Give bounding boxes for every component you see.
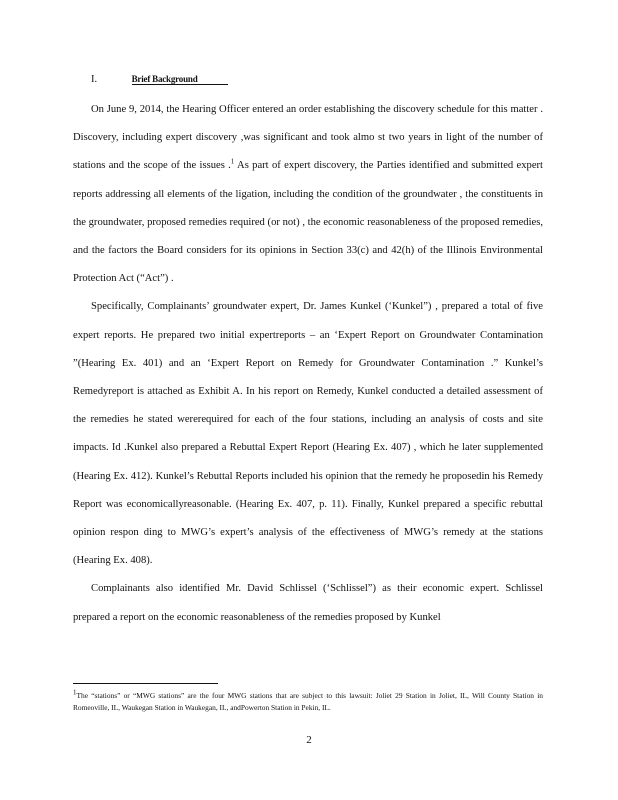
page-number: 2 (306, 734, 312, 746)
section-title: Brief Background (132, 74, 228, 85)
section-number: I. (91, 74, 98, 85)
paragraph-discovery-text: On June 9, 2014, the Hearing Officer entered an order establishing the discovery schedule for this matter . Discovery, including expert discovery ,was significant and took almo st two years in light of the number of stations and the scope of the issues . (73, 104, 543, 172)
footnote-marker: 1 (73, 688, 77, 697)
footnote-divider (73, 683, 218, 684)
paragraph-discovery (73, 96, 543, 293)
body-text (73, 96, 543, 632)
section-heading (91, 74, 228, 85)
footnote (73, 690, 543, 714)
footnote-ref: 1 (230, 157, 235, 166)
footnote-text: The “stations” or “MWG stations” are the four MWG stations that are subject to this lawsuit: Joliet 29 Station in Joliet, IL, Will County Station in Romeoville, IL, Waukegan Station in Waukegan, IL, andPowerton Station in Pekin, IL. (73, 691, 543, 712)
paragraph-discovery-continued: As part of expert discovery, the Parties identified and submitted expert reports addressing all elements of the ligation, including the condition of the groundwater , the constituents in the groundwater, proposed remedies required (or not) , the economic reasonableness of the proposed remedies, and the factors the Board considers for its opinions in Section 33(c) and 42(h) of the Illinois Environmental Protection Act (“Act”) . (73, 160, 543, 285)
paragraph-kunkel: Specifically, Complainants’ groundwater expert, Dr. James Kunkel (‘Kunkel”) , prepared a total of five expert reports. He prepared two initial expertreports – an ‘Expert Report on Groundwater Contamination ”(Hearing Ex. 401) and an ‘Expert Report on Remedy for Groundwater Contamination .” Kunkel’s Remedyreport is attached as Exhibit A. In his report on Remedy, Kunkel conducted a detailed assessment of the remedies he stated wererequired for each of the four stations, including an analysis of costs and site impacts. Id .Kunkel also prepared a Rebuttal Expert Report (Hearing Ex. 407) , which he later supplemented (Hearing Ex. 412). Kunkel’s Rebuttal Reports included his opinion that the remedy he proposedin his Remedy Report was economicallyreasonable. (Hearing Ex. 407, p. 11). Finally, Kunkel prepared a specific rebuttal opinion respon ding to MWG’s expert’s analysis of the effectiveness of MWG’s remedy at the stations (Hearing Ex. 408). (73, 301, 543, 567)
paragraph-schlissel: Complainants also identified Mr. David Schlissel (‘Schlissel”) as their economic expert. Schlissel prepared a report on the economic reasonableness of the remedies proposed by Kunkel (73, 583, 543, 623)
